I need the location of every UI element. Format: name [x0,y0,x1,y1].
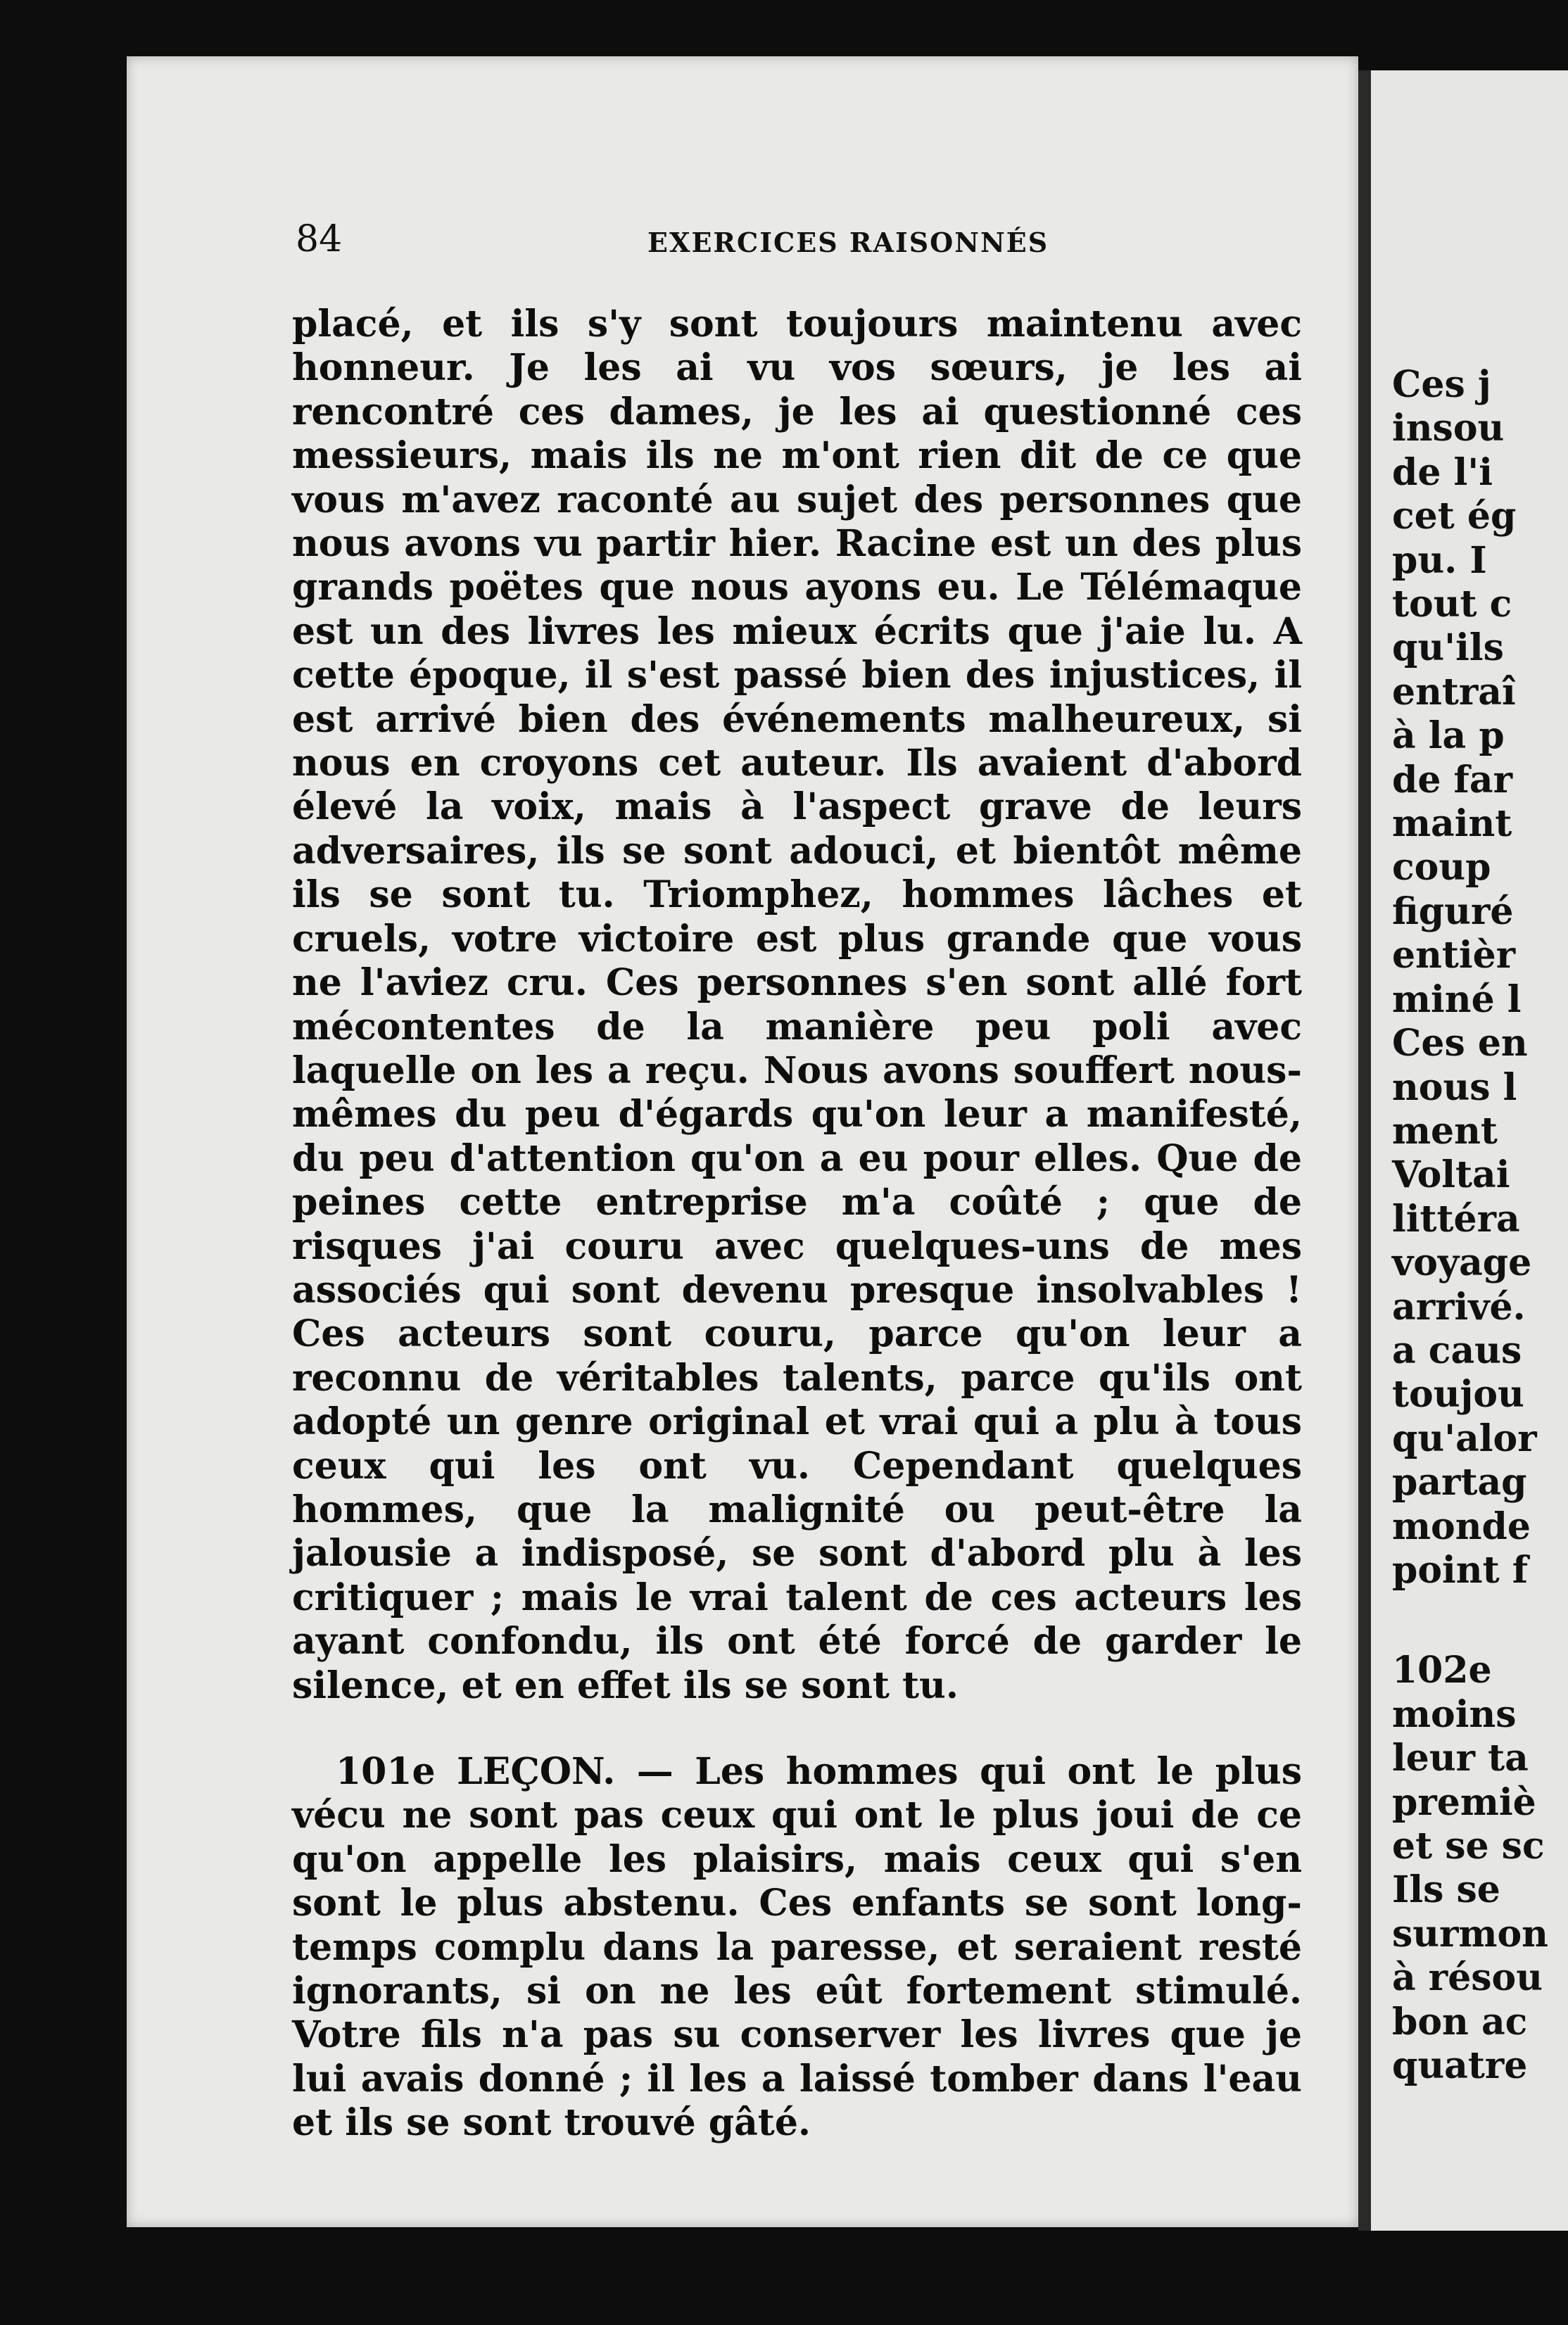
facing-page-line: entraî [1392,670,1516,714]
header-title: EXERCICES RAISONNÉS [647,227,1049,258]
facing-page-line: point f [1392,1548,1529,1592]
facing-page-line: voyage [1392,1241,1532,1285]
running-head [169,218,1323,260]
facing-page-line: de far [1392,758,1513,802]
facing-page-line: nous l [1392,1065,1517,1109]
facing-page-line: quatre [1392,2044,1528,2088]
facing-page-line: 102e [1392,1649,1492,1692]
facing-page-line: Ces j [1392,363,1491,406]
facing-page-line: ment [1392,1109,1498,1153]
facing-page-line: moins [1392,1692,1517,1736]
lesson-101-label: 101e LEÇON. — [336,1750,674,1793]
facing-page-line: qu'ils [1392,626,1504,670]
lesson-101-paragraph [292,1750,1302,2146]
paragraph-continued: placé, et ils s'y sont toujours maintenu avec honneur. Je les ai vu vos sœurs, je les ai rencontré ces dames, je les ai questionné ces messieurs, mais ils ne m'ont rien dit de ce que vous m'avez raconté au sujet des personnes que nous avons vu partir hier. Racine est un des plus grands poëtes que nous ayons eu. Le Télémaque est un des livres les mieux écrits que j'aie lu. A cette époque, il s'est passé bien des injustices, il est arrivé bien des événements malheureux, si nous en croyons cet auteur. Ils avaient d'abord élevé la voix, mais à l'aspect grave de leurs adversaires, ils se sont adouci, et bientôt même ils se sont tu. Triomphez, hommes lâches et cruels, votre victoire est plus grande que vous ne l'aviez cru. Ces personnes s'en sont allé fort mécontentes de la manière peu poli avec laquelle on les a reçu. Nous avons souffert nous-mêmes du peu d'égards qu'on leur a manifesté, du peu d'attention qu'on a eu pour elles. Que de peines cette entreprise m'a coûté ; que de risques j'ai couru avec quelques-uns de mes associés qui sont devenu presque insolvables ! Ces acteurs sont couru, parce qu'on leur a reconnu de véritables talents, parce qu'ils ont adopté un genre original et vrai qui a plu à tous ceux qui les ont vu. Cependant quelques hommes, que la malignité ou peut-être la jalousie a indisposé, se sont d'abord plu à les critiquer ; mais le vrai talent de ces acteurs les ayant confondu, ils ont été forcé de garder le silence, et en effet ils se sont tu. [292,303,1302,1707]
facing-page-line: littéra [1392,1197,1520,1241]
facing-page-line: toujou [1392,1373,1524,1417]
facing-page-line: et se sc [1392,1825,1545,1868]
facing-page-line: coup [1392,846,1491,889]
facing-page-line: figuré [1392,889,1514,933]
facing-page-line: Ils se [1392,1868,1500,1912]
facing-page-line: partag [1392,1461,1527,1504]
facing-page-line: leur ta [1392,1737,1529,1780]
facing-page-line: à résou [1392,1956,1543,2000]
facing-page-line: surmon [1392,1912,1548,1956]
facing-page-line: qu'alor [1392,1417,1537,1460]
text-block [292,303,1302,2146]
facing-page-line: de l'i [1392,450,1493,494]
facing-page-gap [1392,1592,1568,1649]
lesson-101-text: Les hommes qui ont le plus vécu ne sont pas ceux qui ont le plus joui de ce qu'on appelle les plaisirs, mais ceux qui s'en sont le plus abstenu. Ces enfants se sont long-temps complu dans la paresse, et seraient resté ignorants, si on ne les eût fortement stimulé. Votre fils n'a pas su conserver les livres que je lui avais donné ; il les a laissé tomber dans l'eau et ils se sont trouvé gâté. [292,1750,1302,2145]
facing-page-line: tout c [1392,583,1512,626]
facing-page-line: insou [1392,407,1505,450]
facing-page-line: premiè [1392,1780,1536,1824]
facing-page-line: arrivé. [1392,1285,1526,1329]
facing-page [1371,70,1568,2231]
facing-page-line: a caus [1392,1329,1522,1372]
facing-page-line: Voltai [1392,1153,1510,1197]
page-number: 84 [296,218,343,260]
facing-page-line: monde [1392,1504,1531,1548]
facing-page-text [1392,363,1568,2088]
facing-page-line: maint [1392,802,1512,846]
facing-page-line: Ces en [1392,1022,1528,1065]
facing-page-line: à la p [1392,714,1505,758]
facing-page-line: bon ac [1392,2000,1528,2044]
facing-page-line: cet ég [1392,495,1517,538]
page-gutter [1358,70,1371,2231]
facing-page-line: miné l [1392,977,1522,1021]
facing-page-line: pu. I [1392,538,1487,582]
facing-page-line: entièr [1392,934,1516,977]
